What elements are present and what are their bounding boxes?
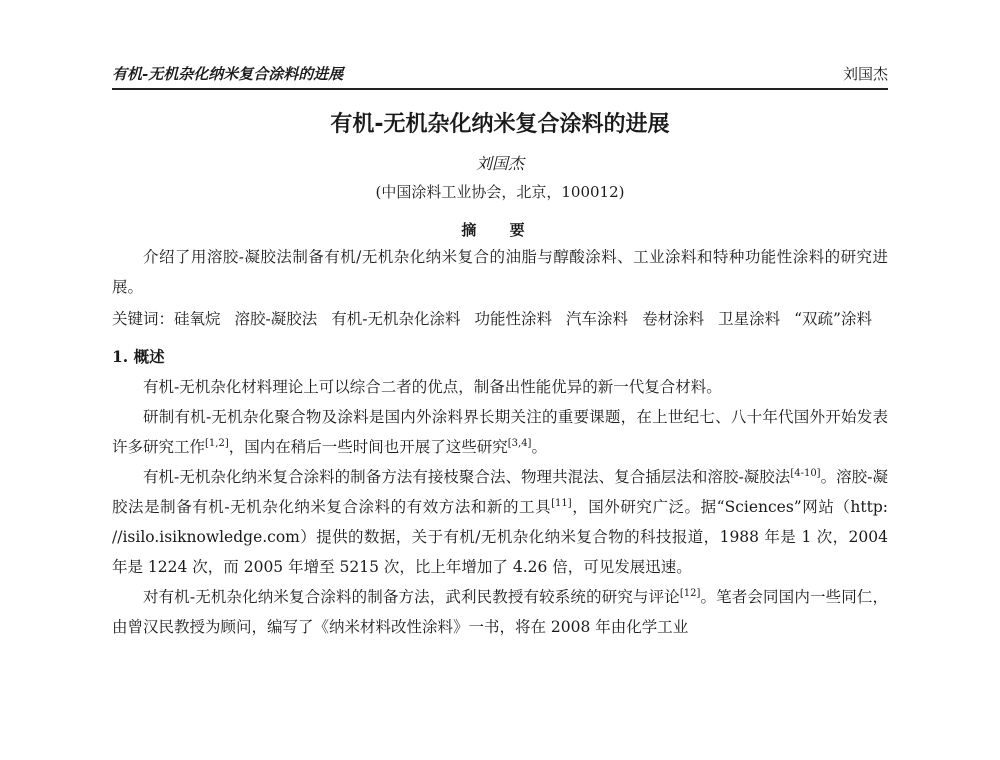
text-run: 有机-无机杂化纳米复合涂料的制备方法有接枝聚合法、物理共混法、复合插层法和溶胶-凝胶法 bbox=[143, 468, 791, 486]
citation: [11] bbox=[551, 498, 572, 509]
running-head-author: 刘国杰 bbox=[842, 65, 888, 83]
keyword-item: 功能性涂料 bbox=[474, 310, 553, 328]
citation: [1,2] bbox=[205, 438, 229, 449]
keyword-item: 卫星涂料 bbox=[718, 310, 781, 328]
section-heading: 1. 概述 bbox=[112, 347, 165, 366]
text-run: ，国外研究广泛。据“Sciences”网站（http: //isilo.isiknowledge.com）提供的数据，关于有机/无机杂化纳米复合物的科技报道，1988 年是 1 次，2004 年是 1224 次，而 2005 年增至 5215 次，比上年增加了 4.26 倍，可见发展迅速。 bbox=[112, 498, 888, 576]
paper-affiliation: (中国涂料工业协会，北京，100012) bbox=[375, 183, 625, 201]
citation: [3,4] bbox=[507, 438, 532, 449]
citation: [4-10] bbox=[790, 468, 821, 479]
abstract-heading: 摘 要 bbox=[461, 221, 539, 239]
text-run: 。溶胶-凝胶法是制备有机-无机杂化纳米复合涂料的有效方法和新的工具 bbox=[112, 468, 888, 516]
keywords-line bbox=[112, 304, 888, 334]
running-header bbox=[112, 62, 888, 90]
text-run: ，国内在稍后一些时间也开展了这些研究 bbox=[228, 438, 508, 456]
body-paragraph-4 bbox=[112, 582, 888, 642]
citation: [12] bbox=[679, 588, 701, 599]
paper-title: 有机-无机杂化纳米复合涂料的进展 bbox=[330, 112, 670, 137]
running-head-title: 有机-无机杂化纳米复合涂料的进展 bbox=[112, 65, 344, 83]
keywords-label: 关键词： bbox=[112, 310, 175, 328]
abstract-text: 介绍了用溶胶-凝胶法制备有机/无机杂化纳米复合的油脂与醇酸涂料、工业涂料和特种功能性涂料的研究进展。 bbox=[112, 248, 888, 296]
text-run: 。笔者会同国内一些同仁，由曾汉民教授为顾问，编写了《纳米材料改性涂料》一书，将在 2008 年由化学工业 bbox=[112, 588, 888, 636]
keyword-item: 卷材涂料 bbox=[642, 310, 705, 328]
text-run: 对有机-无机杂化纳米复合涂料的制备方法，武利民教授有较系统的研究与评论 bbox=[143, 588, 680, 606]
text-run: 研制有机-无机杂化聚合物及涂料是国内外涂料界长期关注的重要课题，在上世纪七、八十年代国外开始发表许多研究工作 bbox=[112, 408, 888, 456]
keyword-item: “双疏”涂料 bbox=[794, 310, 872, 328]
body-paragraph-2 bbox=[112, 402, 888, 462]
keyword-item: 汽车涂料 bbox=[566, 310, 629, 328]
keyword-item: 溶胶-凝胶法 bbox=[234, 310, 318, 328]
keyword-item: 硅氧烷 bbox=[174, 310, 221, 328]
paper-body bbox=[112, 96, 888, 642]
paper-author: 刘国杰 bbox=[475, 154, 524, 173]
body-paragraph-3 bbox=[112, 462, 888, 582]
keyword-item: 有机-无机杂化涂料 bbox=[331, 310, 461, 328]
text-run: 。 bbox=[531, 438, 547, 456]
body-paragraph-1: 有机-无机杂化材料理论上可以综合二者的优点，制备出性能优异的新一代复合材料。 bbox=[143, 378, 722, 396]
